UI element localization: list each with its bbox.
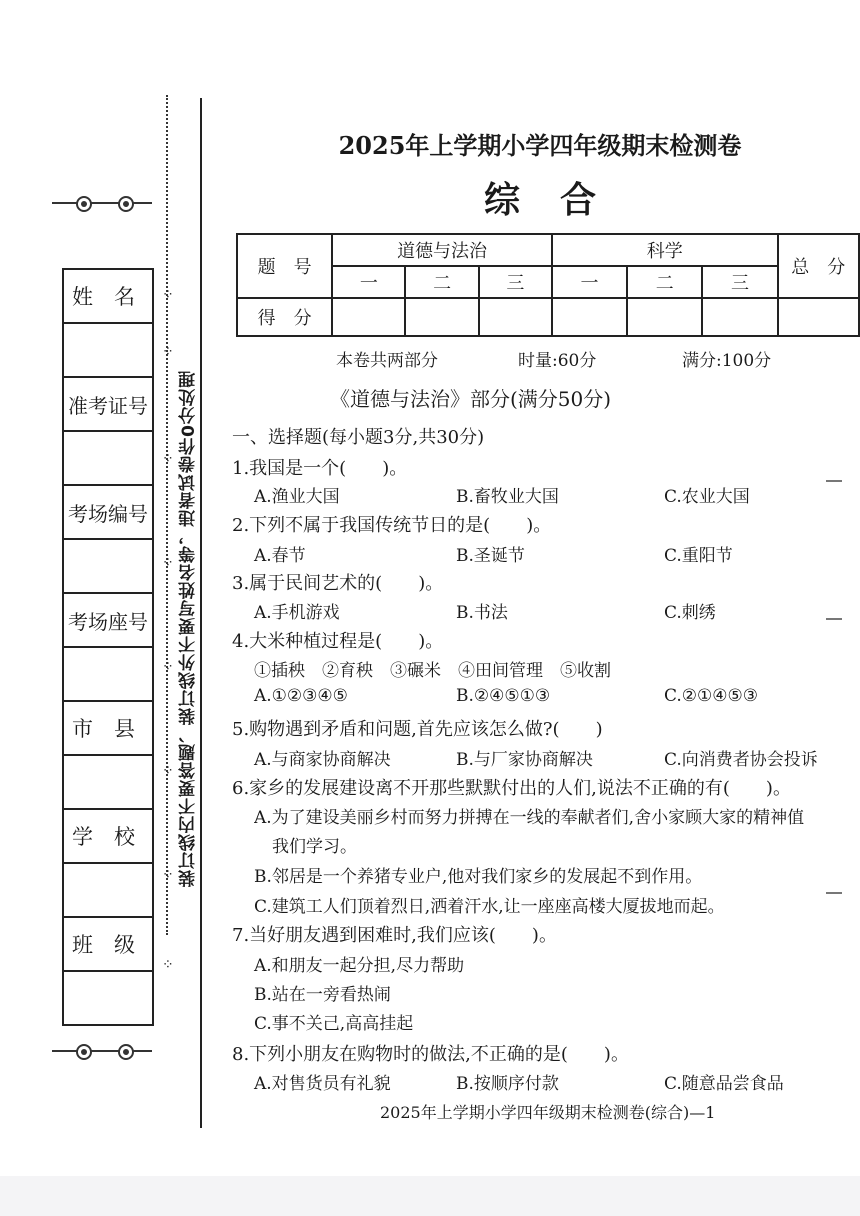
subject-title: 综合 (483, 179, 636, 221)
option-c[interactable]: C.建筑工人们顶着烈日,洒着汗水,让一座座高楼大厦拔地而起。 (254, 897, 725, 917)
process-steps: ①插秧 ②育秧 ③碾米 ④田间管理 ⑤收割 (254, 661, 611, 681)
exam-parts: 本卷共两部分 (336, 351, 438, 371)
seat-number-label: 考场座号 (64, 594, 152, 648)
score-table (236, 233, 860, 337)
option-a[interactable]: A.和朋友一起分担,尽力帮助 (254, 956, 465, 976)
city-county-field[interactable] (64, 756, 152, 810)
option-c[interactable]: C.农业大国 (664, 487, 750, 507)
option-c[interactable]: C.事不关己,高高挂起 (254, 1014, 414, 1034)
option-c[interactable]: C.②①④⑤③ (664, 686, 759, 706)
column-header: 三 (702, 266, 777, 298)
score-cell[interactable] (405, 298, 478, 336)
column-header: 三 (479, 266, 552, 298)
page-footer: 2025年上学期小学四年级期末检测卷(综合)—1 (380, 1103, 716, 1122)
binding-dotted-line (166, 95, 168, 935)
binding-dot: ⁘ (162, 763, 174, 779)
question-stem: 1.我国是一个( )。 (232, 458, 408, 479)
option-a[interactable]: A.手机游戏 (254, 603, 340, 623)
column-header: 一 (332, 266, 405, 298)
question-stem: 6.家乡的发展建设离不开那些默默付出的人们,说法不正确的有( )。 (232, 778, 791, 799)
name-field[interactable] (64, 324, 152, 378)
score-cell[interactable] (479, 298, 552, 336)
option-a[interactable]: A.为了建设美丽乡村而努力拼搏在一线的奉献者们,舍小家顾大家的精神值 (254, 808, 805, 828)
exam-full-score: 满分:100分 (682, 351, 772, 371)
option-c[interactable]: C.向消费者协会投诉 (664, 750, 818, 770)
class-field[interactable] (64, 972, 152, 1024)
binding-dot: ⁘ (162, 555, 174, 571)
ornament-top (52, 196, 152, 210)
option-a[interactable]: A.①②③④⑤ (254, 686, 348, 706)
exam-room-label: 考场编号 (64, 486, 152, 540)
total-score-cell[interactable] (778, 298, 859, 336)
option-b[interactable]: B.与厂家协商解决 (456, 750, 593, 770)
group-header-science: 科学 (552, 234, 778, 266)
option-b[interactable]: B.②④⑤①③ (456, 686, 551, 706)
column-header: 二 (405, 266, 478, 298)
section-title: 《道德与法治》部分(满分50分) (330, 387, 612, 411)
school-field[interactable] (64, 864, 152, 918)
ornament-bottom (52, 1044, 152, 1058)
option-b[interactable]: B.书法 (456, 603, 508, 623)
option-a[interactable]: A.春节 (254, 546, 306, 566)
option-a[interactable]: A.渔业大国 (254, 487, 340, 507)
exam-title: 2025年上学期小学四年级期末检测卷 (338, 131, 742, 160)
total-label: 总 分 (778, 234, 859, 298)
school-label: 学 校 (64, 810, 152, 864)
scan-mark (826, 480, 842, 482)
class-label: 班 级 (64, 918, 152, 972)
exam-time: 时量:60分 (518, 351, 597, 371)
binding-note: 装订线内不要答题、装订线外不要写姓名等，违者试卷作0分处理 (179, 370, 199, 887)
binding-dot: ⁘ (162, 659, 174, 675)
question-stem: 5.购物遇到矛盾和问题,首先应该怎么做?( ) (232, 719, 603, 740)
score-label: 得 分 (237, 298, 332, 336)
viewer-background (0, 1176, 860, 1216)
option-b[interactable]: B.邻居是一个养猪专业户,他对我们家乡的发展起不到作用。 (254, 867, 703, 887)
city-county-label: 市 县 (64, 702, 152, 756)
option-b[interactable]: B.畜牧业大国 (456, 487, 559, 507)
question-stem: 8.下列小朋友在购物时的做法,不正确的是( )。 (232, 1044, 629, 1065)
seat-number-field[interactable] (64, 648, 152, 702)
scan-mark (826, 892, 842, 894)
binding-dot: ⁘ (162, 867, 174, 883)
student-info-box (62, 268, 154, 1026)
option-a[interactable]: A.与商家协商解决 (254, 750, 391, 770)
option-b[interactable]: B.圣诞节 (456, 546, 525, 566)
option-a[interactable]: A.对售货员有礼貌 (254, 1074, 391, 1094)
score-cell[interactable] (702, 298, 777, 336)
exam-number-field[interactable] (64, 432, 152, 486)
part-heading: 一、选择题(每小题3分,共30分) (232, 427, 485, 448)
option-c[interactable]: C.刺绣 (664, 603, 716, 623)
score-cell[interactable] (627, 298, 702, 336)
score-cell[interactable] (332, 298, 405, 336)
question-stem: 4.大米种植过程是( )。 (232, 631, 444, 652)
question-number-label: 题 号 (237, 234, 332, 298)
option-c[interactable]: C.随意品尝食品 (664, 1074, 784, 1094)
name-label: 姓 名 (64, 270, 152, 324)
option-a-continued: 我们学习。 (272, 837, 357, 857)
exam-room-field[interactable] (64, 540, 152, 594)
option-c[interactable]: C.重阳节 (664, 546, 733, 566)
binding-dot: ⁘ (162, 451, 174, 467)
group-header-morality: 道德与法治 (332, 234, 552, 266)
question-stem: 3.属于民间艺术的( )。 (232, 573, 444, 594)
scan-mark (826, 618, 842, 620)
option-b[interactable]: B.站在一旁看热闹 (254, 985, 391, 1005)
question-stem: 7.当好朋友遇到困难时,我们应该( )。 (232, 925, 557, 946)
binding-dot: ⁘ (162, 344, 174, 360)
question-stem: 2.下列不属于我国传统节日的是( )。 (232, 515, 552, 536)
option-b[interactable]: B.按顺序付款 (456, 1074, 559, 1094)
binding-dot: ⁘ (162, 287, 174, 303)
score-cell[interactable] (552, 298, 627, 336)
exam-number-label: 准考证号 (64, 378, 152, 432)
binding-dot: ⁘ (162, 957, 174, 973)
column-header: 二 (627, 266, 702, 298)
column-header: 一 (552, 266, 627, 298)
